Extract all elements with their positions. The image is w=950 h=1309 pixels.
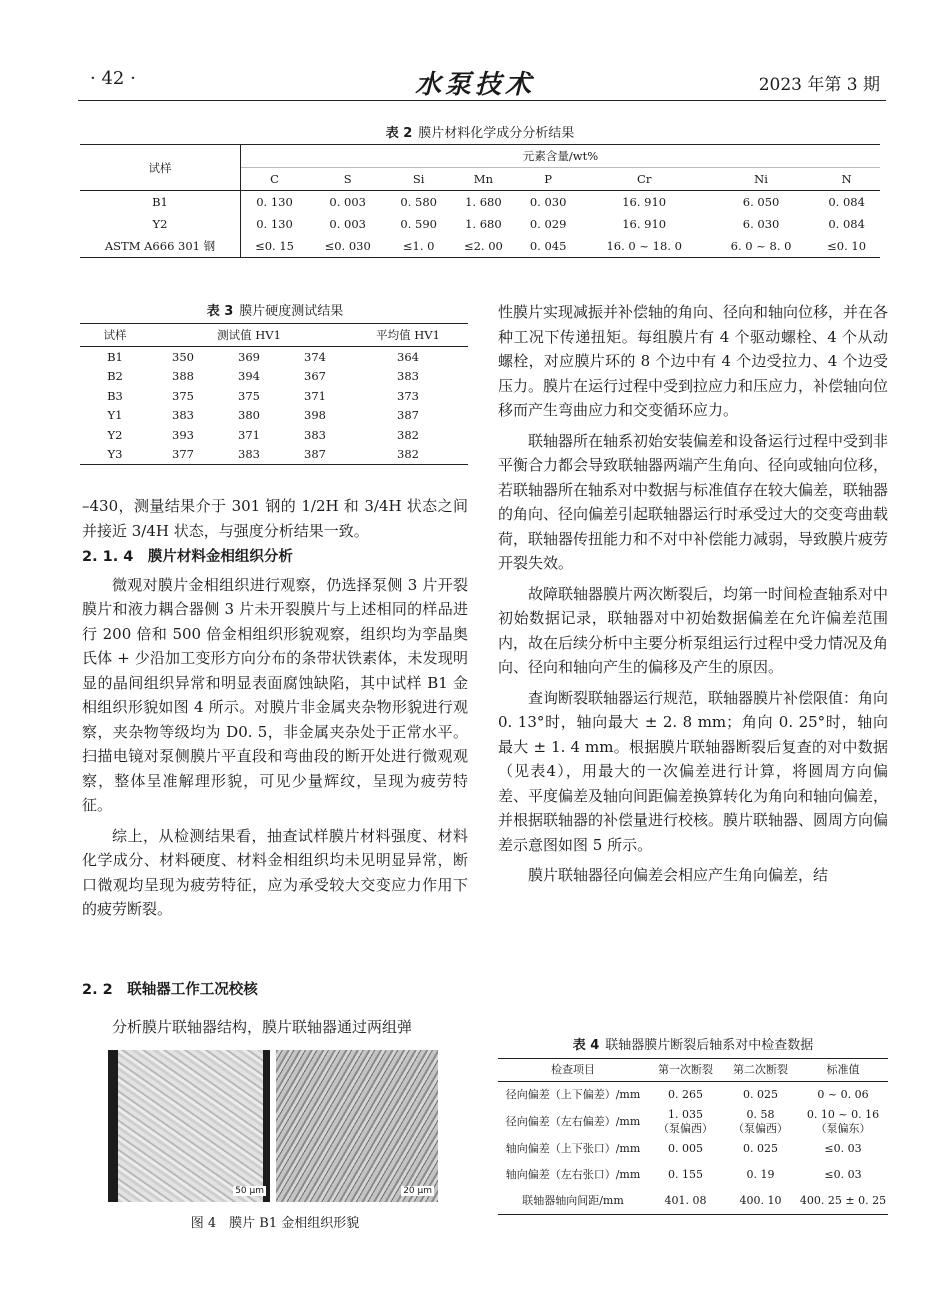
table2-sample-name: Y2 bbox=[80, 213, 241, 235]
table4-cell bbox=[798, 1162, 888, 1188]
table3-cell: 374 bbox=[304, 349, 326, 364]
table3-cell: 394 bbox=[238, 369, 260, 384]
issue-label: 2023 年第 3 期 bbox=[758, 75, 880, 95]
table-row bbox=[80, 406, 468, 426]
paragraph: 性膜片实现减振并补偿轴的角向、径向和轴向位移，并在各种工况下传递扭矩。每组膜片有 4 个驱动螺栓、4 个从动螺栓，对应膜片环的 8 个边中有 4 个边受拉力、4 个边受压力。膜片在运行过程中受到拉应力和压应力，补偿轴向位移而产生弯曲应力和交变循环应力。 bbox=[498, 303, 889, 419]
table4-cell bbox=[723, 1136, 798, 1162]
table3-avg: 382 bbox=[397, 447, 419, 462]
table4-caption: 表 4 联轴器膜片断裂后轴系对中检查数据 bbox=[572, 1038, 814, 1053]
table4-cell bbox=[723, 1162, 798, 1188]
table4-cell bbox=[648, 1162, 723, 1188]
table2-cell: 6. 030 bbox=[742, 217, 780, 231]
table2-cell: ≤0. 15 bbox=[255, 239, 294, 253]
table-row bbox=[498, 1136, 888, 1162]
table4-value: 400. 10 bbox=[739, 1194, 782, 1207]
table-row bbox=[80, 191, 880, 214]
table3-cell: 388 bbox=[172, 369, 194, 384]
table4-value: 0. 025 bbox=[743, 1088, 778, 1101]
table2-element-header: S bbox=[343, 172, 352, 186]
table3-cell: 371 bbox=[304, 388, 326, 403]
table2-cell: 0. 003 bbox=[329, 195, 366, 209]
paragraph: 故障联轴器膜片两次断裂后，均第一时间检查轴系对中初始数据记录，联轴器对中初始数据偏差在允许偏差范围内，故在后续分析中主要分析泵组运行过程中受力情况及角向、径向和轴向产生的偏移及产生的原因。 bbox=[498, 584, 889, 676]
table3-header-avg: 平均值 HV1 bbox=[348, 324, 468, 347]
table4-item: 径向偏差（左右偏差）/mm bbox=[505, 1115, 641, 1128]
table3-avg: 387 bbox=[397, 408, 419, 423]
table4-value: 1. 035 bbox=[668, 1108, 703, 1121]
table4-cell bbox=[723, 1188, 798, 1215]
table2-cell: 0. 045 bbox=[529, 239, 567, 253]
table4-cell bbox=[798, 1082, 888, 1109]
table4-cell bbox=[723, 1082, 798, 1109]
table2-element-header: Mn bbox=[473, 172, 493, 186]
section-heading-2-2: 2. 2 联轴器工作工况校核 bbox=[82, 982, 258, 998]
table3-cell: 371 bbox=[238, 427, 260, 442]
table4-value: 0. 025 bbox=[743, 1142, 778, 1155]
table-row bbox=[80, 367, 468, 387]
table4-header-item: 检查项目 bbox=[498, 1059, 648, 1082]
table4-value: 0. 155 bbox=[668, 1168, 703, 1181]
table4-item: 径向偏差（上下偏差）/mm bbox=[505, 1088, 641, 1101]
table2-cell: 1. 680 bbox=[465, 195, 502, 209]
table4-note: （泵偏西） bbox=[658, 1122, 713, 1135]
table4-value: ≤0. 03 bbox=[824, 1142, 862, 1155]
table4-value: ≤0. 03 bbox=[824, 1168, 862, 1181]
table3-avg: 373 bbox=[397, 388, 419, 403]
paragraph: 膜片联轴器径向偏差会相应产生角向偏差，结 bbox=[528, 866, 829, 884]
table3-avg: 382 bbox=[397, 427, 419, 442]
table3-avg: 383 bbox=[397, 369, 419, 384]
table4-cell bbox=[798, 1136, 888, 1162]
table2-element-header: N bbox=[841, 172, 852, 186]
scale-bar-label: 20 μm bbox=[403, 1186, 432, 1196]
table2-cell: ≤1. 0 bbox=[402, 239, 435, 253]
table2-sample-name: ASTM A666 301 钢 bbox=[80, 235, 241, 258]
table3-cell: 375 bbox=[238, 388, 260, 403]
table2-cell: 0. 084 bbox=[828, 217, 865, 231]
table4-header-first: 第一次断裂 bbox=[648, 1059, 723, 1082]
section-heading-2-1-4: 2. 1. 4 膜片材料金相组织分析 bbox=[82, 549, 293, 565]
table4-cell bbox=[798, 1188, 888, 1215]
table2 bbox=[80, 144, 880, 258]
right-column-text bbox=[498, 300, 888, 888]
table4-value: 0. 58 bbox=[746, 1108, 775, 1121]
table3-cell: 393 bbox=[172, 427, 194, 442]
table4-header-standard: 标准值 bbox=[798, 1059, 888, 1082]
header-rule bbox=[78, 100, 886, 101]
left-column-text-2 bbox=[82, 1012, 468, 1040]
table3-cell: 383 bbox=[238, 447, 260, 462]
table4-value: 0. 265 bbox=[668, 1088, 703, 1101]
table3-sample-name: Y2 bbox=[107, 427, 123, 442]
table-row bbox=[498, 1188, 888, 1215]
left-column-text bbox=[82, 494, 468, 922]
table2-element-header: Cr bbox=[637, 172, 652, 186]
table4-cell bbox=[798, 1108, 888, 1136]
table-row bbox=[80, 235, 880, 258]
table4-value: 0. 10 ~ 0. 16 bbox=[806, 1108, 880, 1121]
table2-cell: 0. 030 bbox=[529, 195, 567, 209]
table-row bbox=[498, 1082, 888, 1109]
table2-cell: 1. 680 bbox=[465, 217, 502, 231]
table4-cell bbox=[648, 1082, 723, 1109]
table2-sample-header: 试样 bbox=[80, 145, 241, 191]
table-row bbox=[80, 347, 468, 367]
table-row bbox=[80, 386, 468, 406]
table2-cell: 16. 0 ~ 18. 0 bbox=[606, 239, 682, 253]
table3-cell: 369 bbox=[238, 349, 260, 364]
table2-element-header: Si bbox=[412, 172, 425, 186]
table2-group-header: 元素含量/wt% bbox=[241, 145, 881, 168]
table-row bbox=[80, 445, 468, 465]
table3-cell: 350 bbox=[172, 349, 194, 364]
table4-header-second: 第二次断裂 bbox=[723, 1059, 798, 1082]
table2-cell: ≤0. 030 bbox=[324, 239, 371, 253]
paragraph: 分析膜片联轴器结构，膜片联轴器通过两组弹 bbox=[112, 1018, 413, 1036]
table4-item: 轴向偏差（上下张口）/mm bbox=[505, 1142, 641, 1155]
scale-bar-label: 50 μm bbox=[235, 1186, 264, 1196]
table3-sample-name: B3 bbox=[107, 388, 123, 403]
table-row bbox=[498, 1162, 888, 1188]
table2-cell: ≤2. 00 bbox=[463, 239, 503, 253]
table3-caption: 表 3 膜片硬度测试结果 bbox=[206, 304, 344, 319]
table-row bbox=[80, 425, 468, 445]
table4-value: 0 ~ 0. 06 bbox=[817, 1088, 869, 1101]
table4-value: 0. 005 bbox=[668, 1142, 703, 1155]
table2-cell: 0. 580 bbox=[400, 195, 437, 209]
table3-cell: 367 bbox=[304, 369, 326, 384]
figure4 bbox=[108, 1050, 438, 1202]
table3 bbox=[80, 323, 468, 465]
table2-cell: 0. 084 bbox=[828, 195, 865, 209]
table4-note: （泵偏东） bbox=[815, 1122, 871, 1135]
table4-cell bbox=[648, 1136, 723, 1162]
table2-caption: 表 2 膜片材料化学成分分析结果 bbox=[385, 126, 575, 141]
table3-cell: 383 bbox=[172, 408, 194, 423]
table2-cell: 6. 0 ~ 8. 0 bbox=[730, 239, 792, 253]
page-number: · 42 · bbox=[90, 68, 136, 89]
table2-cell: 16. 910 bbox=[622, 195, 667, 209]
table4-note: （泵偏西） bbox=[733, 1122, 788, 1135]
table3-cell: 380 bbox=[238, 408, 260, 423]
table2-element-header: Ni bbox=[754, 172, 768, 186]
table4-value: 401. 08 bbox=[664, 1194, 707, 1207]
table4-item: 轴向偏差（左右张口）/mm bbox=[505, 1168, 641, 1181]
table4 bbox=[498, 1058, 888, 1215]
table4-value: 400. 25 ± 0. 25 bbox=[799, 1194, 887, 1207]
table3-cell: 383 bbox=[304, 427, 326, 442]
paragraph: 查询断裂联轴器运行规范，联轴器膜片补偿限值：角向 0. 13°时，轴向最大 ± 2. 8 mm；角向 0. 25°时，轴向最大 ± 1. 4 mm。根据膜片联轴器断裂后复查的对中数据（见表4），用最大的一次偏差进行计算，将圆周方向偏差、平度偏差及轴向间距偏差换算转化为角向和轴向偏差，并根据联轴器的补偿量进行校核。膜片联轴器、圆周方向偏差示意图如图 5 所示。 bbox=[498, 688, 889, 854]
table2-cell: 0. 130 bbox=[256, 195, 293, 209]
table2-cell: 16. 910 bbox=[622, 217, 667, 231]
paragraph: 联轴器所在轴系初始安装偏差和设备运行过程中受到非平衡合力都会导致联轴器两端产生角向、径向或轴向位移，若联轴器所在轴系对中数据与标准值存在较大偏差，联轴器的角向、径向偏差引起联轴器运行时承受过大的交变弯曲载荷，联轴器传扭能力和不对中补偿能力减弱，导致膜片疲劳开裂失效。 bbox=[498, 431, 889, 572]
table3-header-sample: 试样 bbox=[80, 324, 150, 347]
table-row bbox=[80, 213, 880, 235]
table3-cell: 377 bbox=[172, 447, 194, 462]
table2-cell: ≤0. 10 bbox=[827, 239, 867, 253]
micrograph-200x bbox=[108, 1050, 270, 1202]
table2-cell: 0. 029 bbox=[529, 217, 567, 231]
figure4-caption: 图 4 膜片 B1 金相组织形貌 bbox=[190, 1216, 360, 1231]
table2-element-header: C bbox=[270, 172, 279, 186]
table3-cell: 387 bbox=[304, 447, 326, 462]
table4-cell bbox=[648, 1188, 723, 1215]
table4-cell bbox=[648, 1108, 723, 1136]
table2-cell: 0. 003 bbox=[329, 217, 366, 231]
table4-item: 联轴器轴向间距/mm bbox=[522, 1194, 624, 1207]
table-row bbox=[498, 1108, 888, 1136]
table3-cell: 375 bbox=[172, 388, 194, 403]
table2-cell: 6. 050 bbox=[742, 195, 780, 209]
table2-cell: 0. 130 bbox=[256, 217, 293, 231]
table2-sample-name: B1 bbox=[80, 191, 241, 214]
table3-header-values: 测试值 HV1 bbox=[150, 324, 348, 347]
table3-avg: 364 bbox=[397, 349, 419, 364]
table3-sample-name: Y1 bbox=[107, 408, 123, 423]
paragraph: 综上，从检测结果看，抽查试样膜片材料强度、材料化学成分、材料硬度、材料金相组织均未见明显异常，断口微观均呈现为疲劳特征，应为承受较大交变应力作用下的疲劳断裂。 bbox=[82, 826, 468, 918]
table3-sample-name: B1 bbox=[107, 349, 123, 364]
paragraph: 微观对膜片金相组织进行观察，仍选择泵侧 3 片开裂膜片和液力耦合器侧 3 片未开裂膜片与上述相同的样品进行 200 倍和 500 倍金相组织形貌观察，组织均为孪晶奥氏体 + 少沿加工变形方向分布的条带状铁素体，未发现明显的晶间组织异常和明显表面腐蚀缺陷，其中试样 B1 金相组织形貌如图 4 所示。对膜片非金属夹杂物形貌进行观察，夹杂物等级均为 D0. 5，非金属夹杂处于正常水平。扫描电镜对泵侧膜片平直段和弯曲段的断开处进行微观观察，整体呈准解理形貌，可见少量辉纹，呈现为疲劳特征。 bbox=[82, 575, 468, 814]
journal-title: 水泵技术 bbox=[414, 70, 535, 100]
table2-cell: 0. 590 bbox=[400, 217, 437, 231]
table3-sample-name: Y3 bbox=[107, 447, 123, 462]
micrograph-500x bbox=[276, 1050, 438, 1202]
table4-value: 0. 19 bbox=[746, 1168, 775, 1181]
table3-sample-name: B2 bbox=[107, 369, 123, 384]
table4-cell bbox=[723, 1108, 798, 1136]
table2-element-header: P bbox=[544, 172, 552, 186]
paragraph: –430，测量结果介于 301 钢的 1/2H 和 3/4H 状态之间并接近 3/4H 状态，与强度分析结果一致。 bbox=[82, 497, 468, 540]
table3-cell: 398 bbox=[304, 408, 326, 423]
